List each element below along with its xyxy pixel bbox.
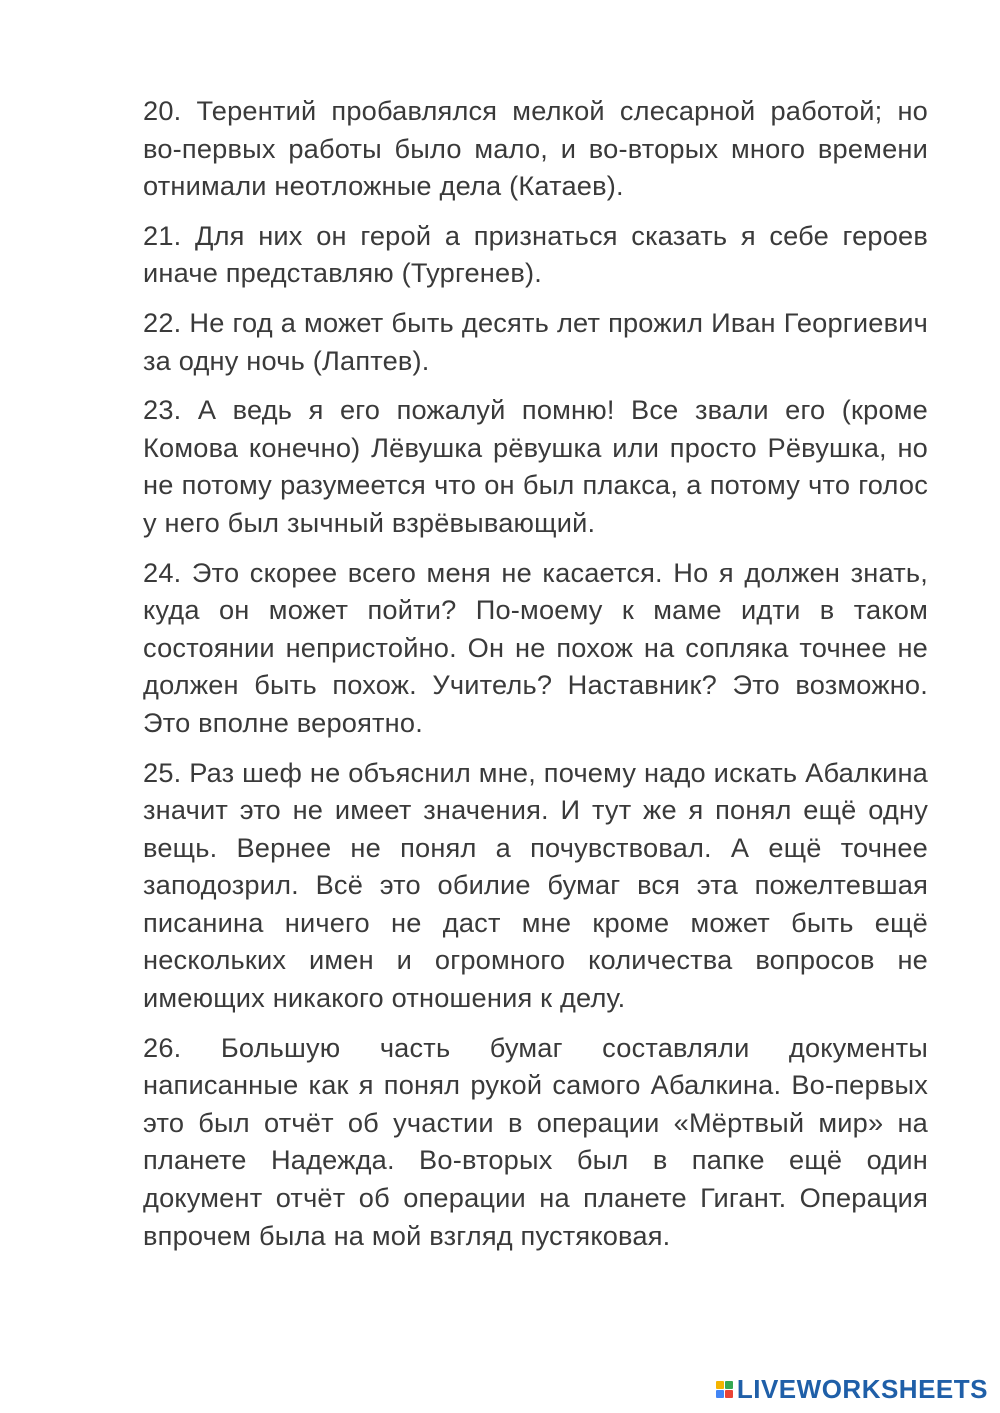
brand-name: LIVEWORKSHEETS	[736, 1374, 988, 1404]
paragraph-21: 21. Для них он герой а признаться сказать я себе героев иначе представляю (Тургенев).	[143, 219, 928, 289]
paragraph-22: 22. Не год а может быть десять лет прожил Иван Георгиевич за одну ночь (Лаптев).	[143, 306, 928, 376]
paragraph-20: 20. Терентий пробавлялся мелкой слесарной работой; но во-первых работы было мало, и во-вторых много времени отнимали неотложные дела (Катаев).	[143, 95, 928, 202]
paragraph-24: 24. Это скорее всего меня не касается. Но я должен знать, куда он может пойти? По-моему к маме идти в таком состоянии непристойно. Он не похож на сопляка точнее не должен быть похож. Учитель? Наставник? Это возможно. Это вполне вероятно.	[143, 556, 928, 738]
paragraph-26: 26. Большую часть бумаг составляли документы написанные как я понял рукой самого Абалкина. Во-первых это был отчёт об участии в операции «Мёртвый мир» на планете Надежда. Во-вторых был в папке ещё один документ отчёт об операции на планете Гигант. Операция впрочем была на мой взгляд пустяковая.	[143, 1031, 928, 1251]
liveworksheets-logo-icon	[716, 1381, 733, 1398]
logo-square	[725, 1390, 733, 1398]
logo-square	[716, 1381, 724, 1389]
logo-square	[716, 1390, 724, 1398]
paragraph-23: 23. А ведь я его пожалуй помню! Все звали его (кроме Комова конечно) Лёвушка рёвушка или просто Рёвушка, но не потому разумеется что он был плакса, а потому что голос у него был зычный взрёвывающий.	[143, 394, 928, 538]
worksheet-text	[143, 92, 928, 1266]
paragraph-25: 25. Раз шеф не объяснил мне, почему надо искать Абалкина значит это не имеет значения. И тут же я понял ещё одну вещь. Вернее не понял а почувствовал. А ещё точнее заподозрил. Всё это обилие бумаг вся эта пожелтевшая писанина ничего не даст мне кроме может быть ещё нескольких имен и огромного количества вопросов не имеющих никакого отношения к делу.	[143, 756, 928, 1014]
logo-square	[725, 1381, 733, 1389]
liveworksheets-branding[interactable]	[716, 1374, 988, 1405]
